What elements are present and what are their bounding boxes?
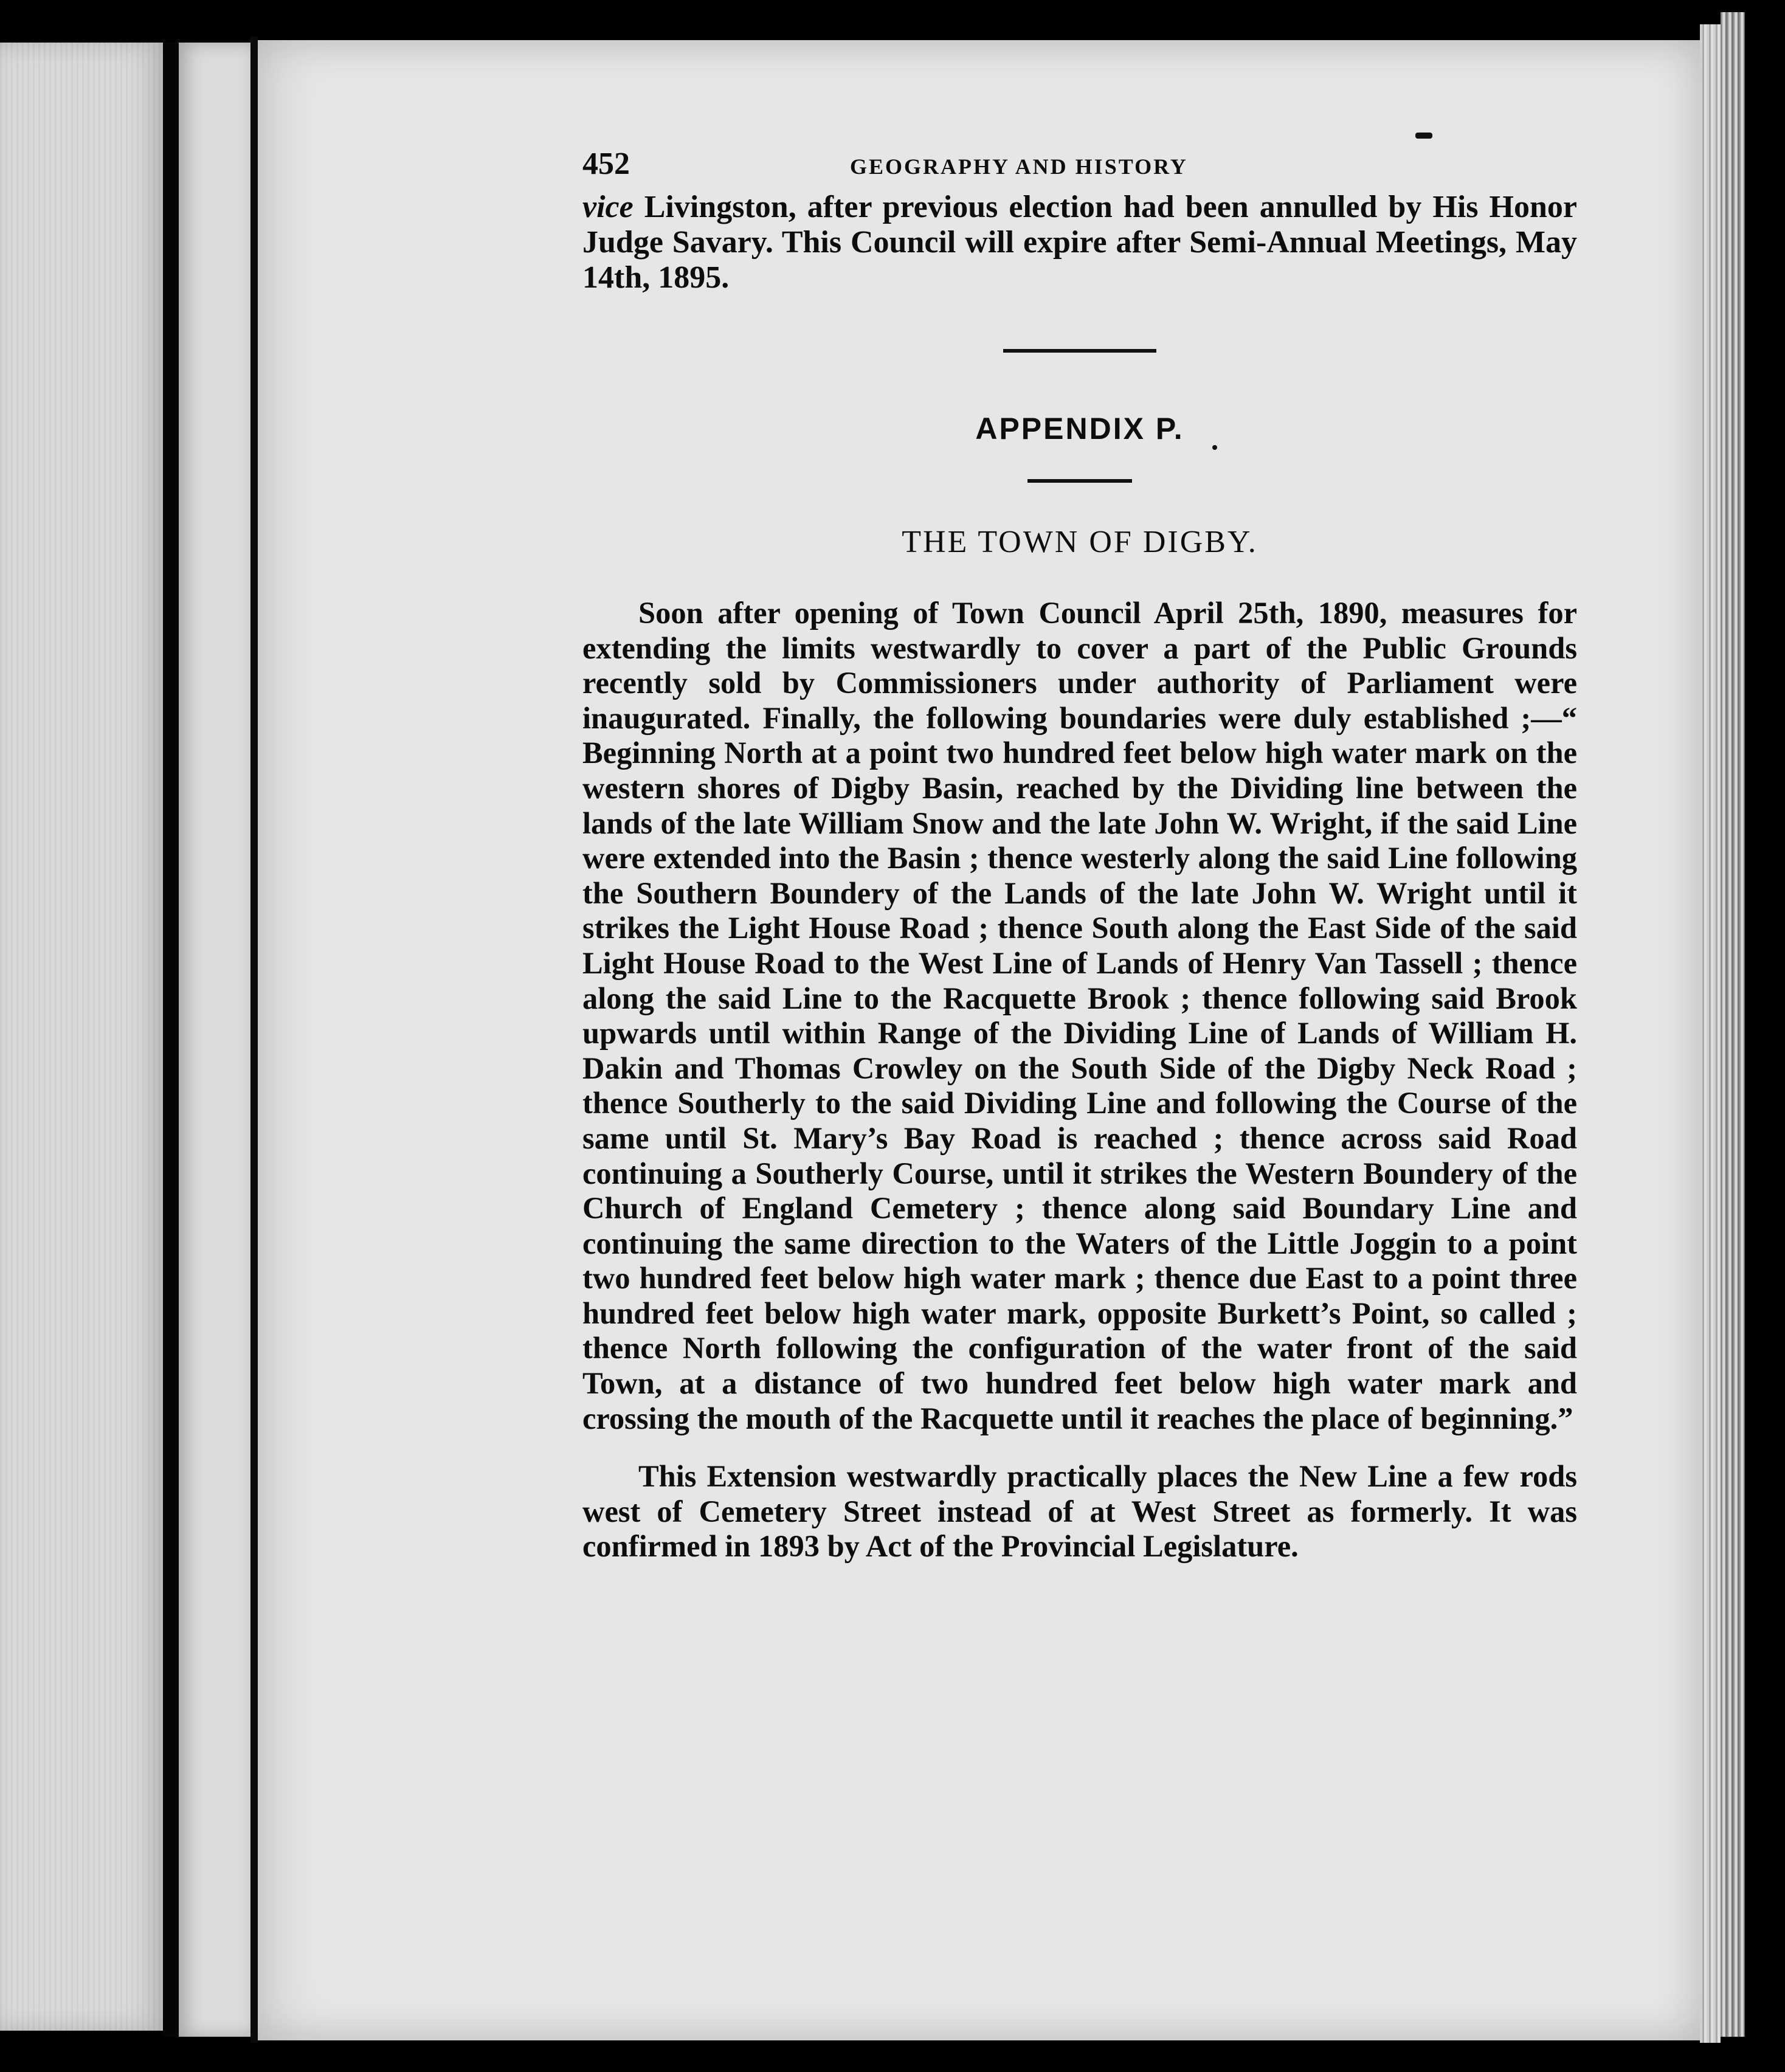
section-title: THE TOWN OF DIGBY. (902, 525, 1258, 559)
gutter-line (250, 36, 258, 2043)
page-header (582, 146, 1577, 190)
continued-paragraph (582, 190, 1577, 295)
continued-paragraph-text: Livingston, after previous election had been annulled by His Honor Judge Savary. This Council will expire after Semi-Annual Meetings, May 14th, 1895. (582, 190, 1577, 295)
page-stack-edge-outer (1721, 12, 1745, 2037)
appendix-title: APPENDIX P. (975, 412, 1184, 446)
scan-speck (1415, 133, 1432, 139)
binding-shadow (163, 43, 179, 2037)
page-text (582, 146, 1577, 1564)
facing-page-edge (0, 43, 165, 2031)
section-rule (1003, 349, 1156, 353)
page-number: 452 (582, 147, 630, 181)
body-paragraph: This Extension westwardly practically places the New Line a few rods west of Cemetery Street instead of at West Street as formerly. It was confirmed in 1893 by Act of the Provincial Legislature. (582, 1459, 1577, 1564)
page-stack-edge (1700, 24, 1721, 2043)
title-rule (1027, 479, 1132, 483)
italic-lead-word: vice (582, 190, 634, 224)
gutter (179, 43, 250, 2037)
running-head: GEOGRAPHY AND HISTORY (850, 154, 1188, 179)
body-paragraph: Soon after opening of Town Council April 25th, 1890, measures for extending the limits westwardly to cover a part of the Public Grounds recently sold by Commissioners under authority of Parliament were inaugurated. Finally, the following boundaries were duly established ;—“ Beginning North at a point two hundred feet below high water mark on the western shores of Digby Basin, reached by the Dividing line between the lands of the late William Snow and the late John W. Wright, if the said Line were extended into the Basin ; thence westerly along the said Line following the Southern Boundery of the Lands of the late John W. Wright until it strikes the Light House Road ; thence South along the East Side of the said Light House Road to the West Line of Lands of Henry Van Tassell ; thence along the said Line to the Racquette Brook ; thence following said Brook upwards until within Range of the Dividing Line of Lands of William H. Dakin and Thomas Crowley on the South Side of the Digby Neck Road ; thence Southerly to the said Dividing Line and following the Course of the same until St. Mary’s Bay Road is reached ; thence across said Road continuing a Southerly Course, until it strikes the Western Boundery of the Church of England Cemetery ; thence along said Boundary Line and continuing the same direction to the Waters of the Little Joggin to a point two hundred feet below high water mark ; thence due East to a point three hundred feet below high water mark, opposite Burkett’s Point, so called ; thence North following the configuration of the water front of the said Town, at a distance of two hundred feet below high water mark and crossing the mouth of the Racquette until it reaches the place of beginning.” (582, 596, 1577, 1435)
